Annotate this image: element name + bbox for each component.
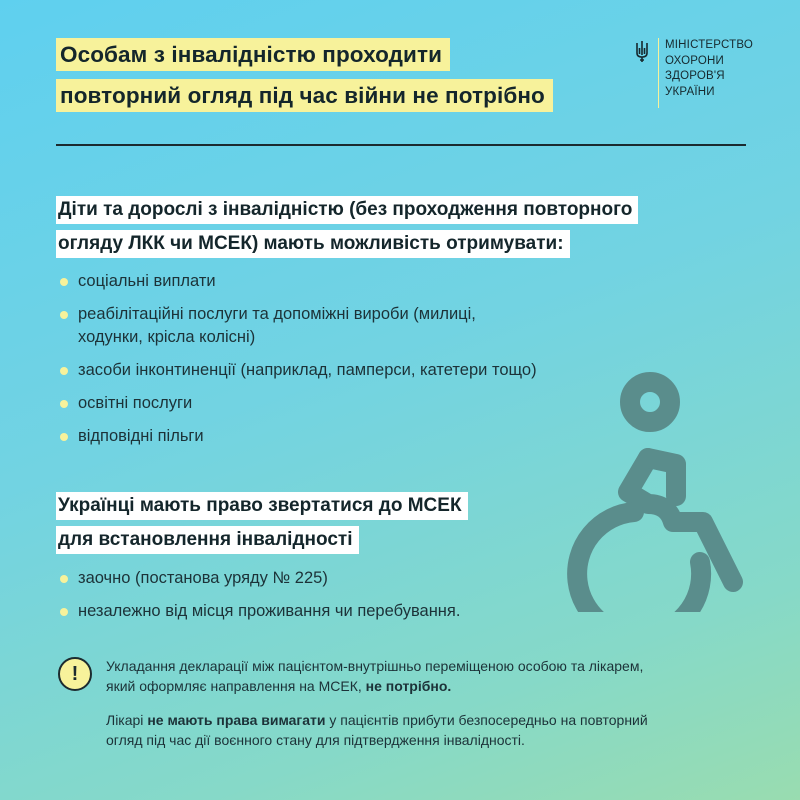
list-item-text: засоби інконтиненції (наприклад, памперси, катетери тощо) — [78, 361, 537, 379]
trident-icon — [634, 40, 650, 64]
section1-heading-line-2: огляду ЛКК чи МСЕК) мають можливість отримувати: — [56, 230, 570, 258]
list-item — [60, 303, 537, 349]
benefits-list — [60, 270, 537, 458]
section2-heading — [56, 492, 468, 560]
ministry-name-line: ЗДОРОВ'Я — [665, 70, 725, 82]
bullet-icon — [60, 400, 68, 408]
bullet-icon — [60, 367, 68, 375]
ministry-logo — [634, 38, 753, 108]
wheelchair-icon — [548, 372, 768, 612]
note1-text-b: який оформляє направлення на МСЕК, — [106, 678, 362, 694]
list-item-text: освітні послуги — [78, 394, 193, 412]
page-title — [56, 38, 553, 120]
bullet-icon — [60, 608, 68, 616]
bullet-icon — [60, 311, 68, 319]
note2-text-a: Лікарі — [106, 712, 144, 728]
list-item-text-cont: ходунки, крісла колісні) — [78, 328, 256, 346]
note2-text-b: у пацієнтів прибути безпосередньо на повторний — [329, 712, 648, 728]
bullet-icon — [60, 433, 68, 441]
note1-text-a: Укладання декларації між пацієнтом-внутрішньо переміщеною особою та лікарем, — [106, 658, 644, 674]
warning-symbol: ! — [71, 662, 79, 685]
ministry-name-line: УКРАЇНИ — [665, 85, 715, 98]
list-item — [60, 359, 537, 382]
ministry-name-line: МІНІСТЕРСТВО — [665, 39, 754, 51]
note-doctors — [106, 710, 766, 750]
header-divider — [56, 144, 746, 146]
warning-icon — [58, 657, 92, 691]
note-declaration — [106, 656, 766, 696]
bullet-icon — [60, 575, 68, 583]
section2-heading-line-2: для встановлення інвалідності — [56, 526, 359, 554]
list-item-text: заочно (постанова уряду № 225) — [78, 569, 328, 587]
list-item — [60, 425, 537, 448]
section1-heading — [56, 196, 638, 264]
title-line-2: повторний огляд під час війни не потрібно — [56, 79, 553, 112]
list-item-text: незалежно від місця проживання чи перебування. — [78, 602, 461, 620]
section2-heading-line-1: Українці мають право звертатися до МСЕК — [56, 492, 468, 520]
rights-list — [60, 567, 460, 633]
ministry-name — [665, 38, 753, 100]
list-item-text: відповідні пільги — [78, 427, 204, 445]
section1-heading-line-1: Діти та дорослі з інвалідністю (без проходження повторного — [56, 196, 638, 224]
list-item — [60, 567, 460, 590]
list-item — [60, 270, 537, 293]
list-item-text: реабілітаційні послуги та допоміжні вироби (милиці, — [78, 305, 476, 323]
note1-emphasis: не потрібно. — [365, 678, 452, 694]
note2-text-c: огляд під час дії воєнного стану для підтвердження інвалідності. — [106, 732, 525, 748]
logo-divider — [658, 38, 659, 108]
note2-emphasis: не мають права вимагати — [147, 712, 326, 728]
list-item — [60, 600, 460, 623]
title-line-1: Особам з інвалідністю проходити — [56, 38, 450, 71]
list-item — [60, 392, 537, 415]
bullet-icon — [60, 278, 68, 286]
list-item-text: соціальні виплати — [78, 272, 216, 290]
ministry-name-line: ОХОРОНИ — [665, 54, 724, 67]
